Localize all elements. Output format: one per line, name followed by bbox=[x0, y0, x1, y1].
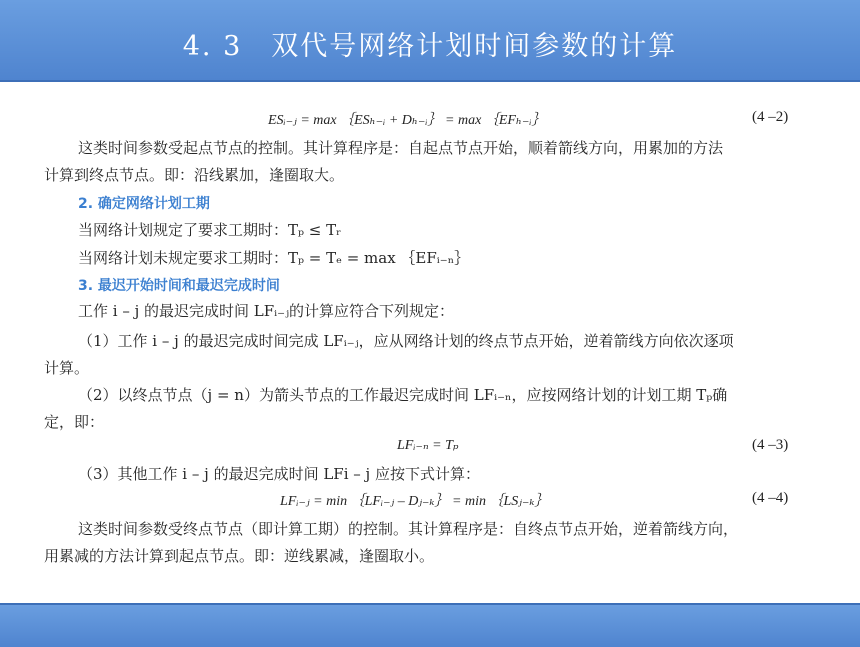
page-title: 4. 3 双代号网络计划时间参数的计算 bbox=[182, 31, 678, 62]
rule-1-line-1: （1）工作 i – j 的最迟完成时间完成 LFᵢ₋ⱼ，应从网络计划的终点节点开始，逆着箭线方向依次逐项 bbox=[78, 332, 734, 350]
paragraph-2-line-1: 这类时间参数受终点节点（即计算工期）的控制。其计算程序是：自终点节点开始，逆着箭线方向， bbox=[78, 520, 739, 538]
equation-number-4-2: (4 –2) bbox=[752, 109, 789, 125]
paragraph-1-line-2: 计算到终点节点。即：沿线累加，逢圈取大。 bbox=[44, 166, 345, 184]
formula-4-4: LFᵢ₋ⱼ = min ｛LFᵢ₋ⱼ – Dⱼ₋ₖ｝ = min ｛LSⱼ₋ₖ｝ bbox=[280, 494, 549, 509]
rule-2-line-2: 定，即： bbox=[44, 413, 105, 431]
section-heading-2: 2. 确定网络计划工期 bbox=[78, 196, 210, 212]
section-heading-3: 3. 最迟开始时间和最迟完成时间 bbox=[78, 278, 280, 294]
formula-4-2: ESᵢ₋ⱼ = max ｛ESₕ₋ᵢ + Dₕ₋ᵢ｝ = max ｛EFₕ₋ᵢ｝ bbox=[268, 113, 546, 128]
rule-2-line-1: （2）以终点节点（j = n）为箭头节点的工作最迟完成时间 LFᵢ₋ₙ，应按网络计划的计划工期 Tₚ确 bbox=[78, 386, 728, 404]
unspecified-duration-line: 当网络计划未规定要求工期时：Tₚ = Tₑ = max ｛EFᵢ₋ₙ｝ bbox=[78, 249, 470, 267]
paragraph-2-line-2: 用累减的方法计算到起点节点。即：逆线累减，逢圈取小。 bbox=[44, 547, 435, 565]
required-duration-line: 当网络计划规定了要求工期时：Tₚ ≤ Tᵣ bbox=[78, 221, 342, 239]
formula-4-3: LFᵢ₋ₙ = Tₚ bbox=[397, 438, 459, 453]
latest-finish-intro: 工作 i – j 的最迟完成时间 LFᵢ₋ⱼ的计算应符合下列规定： bbox=[78, 302, 455, 320]
equation-number-4-3: (4 –3) bbox=[752, 437, 789, 453]
paragraph-1-line-1: 这类时间参数受起点节点的控制。其计算程序是：自起点节点开始，顺着箭线方向，用累加的方法 bbox=[78, 139, 724, 157]
footer-band bbox=[0, 603, 860, 647]
rule-3-line: （3）其他工作 i – j 的最迟完成时间 LFi – j 应按下式计算： bbox=[78, 465, 480, 483]
rule-1-line-2: 计算。 bbox=[44, 359, 90, 377]
equation-number-4-4: (4 –4) bbox=[752, 490, 789, 506]
